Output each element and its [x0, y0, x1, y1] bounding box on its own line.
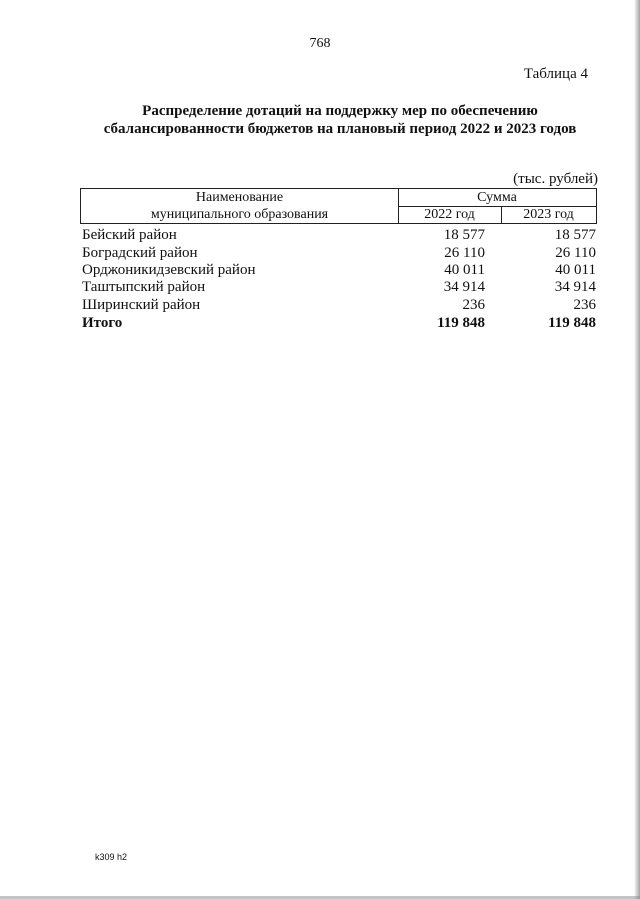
- table-label: Таблица 4: [523, 66, 588, 82]
- total-value-2022: 119 848: [437, 315, 485, 331]
- units-label: (тыс. рублей): [513, 171, 598, 187]
- header-year-2022: 2022 год: [424, 207, 475, 222]
- header-year-2023: 2023 год: [523, 207, 574, 222]
- row-value-2022: 18 577: [443, 227, 485, 243]
- row-value-2022: 26 110: [444, 245, 485, 261]
- table-row: [82, 244, 598, 262]
- table-header: [80, 188, 597, 224]
- row-value-2023: 18 577: [554, 227, 596, 243]
- footer-code: k309 h2: [95, 852, 128, 862]
- row-value-2022: 40 011: [444, 262, 485, 278]
- table-row: [82, 226, 598, 244]
- row-name: Ширинский район: [82, 297, 201, 313]
- row-value-2022: 34 914: [443, 279, 485, 295]
- row-value-2023: 236: [573, 297, 596, 313]
- row-name: Орджоникидзевский район: [82, 262, 256, 278]
- table-total-row: [82, 314, 598, 332]
- table-row: [82, 261, 598, 279]
- row-value-2023: 40 011: [555, 262, 596, 278]
- header-name-line-1: Наименование: [195, 190, 284, 205]
- row-name: Боградский район: [82, 245, 198, 261]
- table-row: [82, 296, 598, 314]
- row-value-2023: 34 914: [554, 279, 596, 295]
- row-value-2023: 26 110: [555, 245, 596, 261]
- scan-edge-shadow: [634, 0, 640, 899]
- page-number: 768: [309, 36, 331, 51]
- document-title: [60, 102, 620, 138]
- row-value-2022: 236: [462, 297, 485, 313]
- header-name-line-2: муниципального образования: [150, 207, 329, 222]
- table-row: [82, 278, 598, 296]
- title-line-1: Распределение дотаций на поддержку мер по обеспечению: [142, 103, 538, 119]
- title-line-2: сбалансированности бюджетов на плановый период 2022 и 2023 годов: [103, 121, 577, 137]
- total-value-2023: 119 848: [548, 315, 596, 331]
- header-sum: Сумма: [477, 190, 517, 205]
- total-label: Итого: [82, 315, 123, 331]
- row-name: Бейский район: [82, 227, 177, 243]
- row-name: Таштыпский район: [82, 279, 206, 295]
